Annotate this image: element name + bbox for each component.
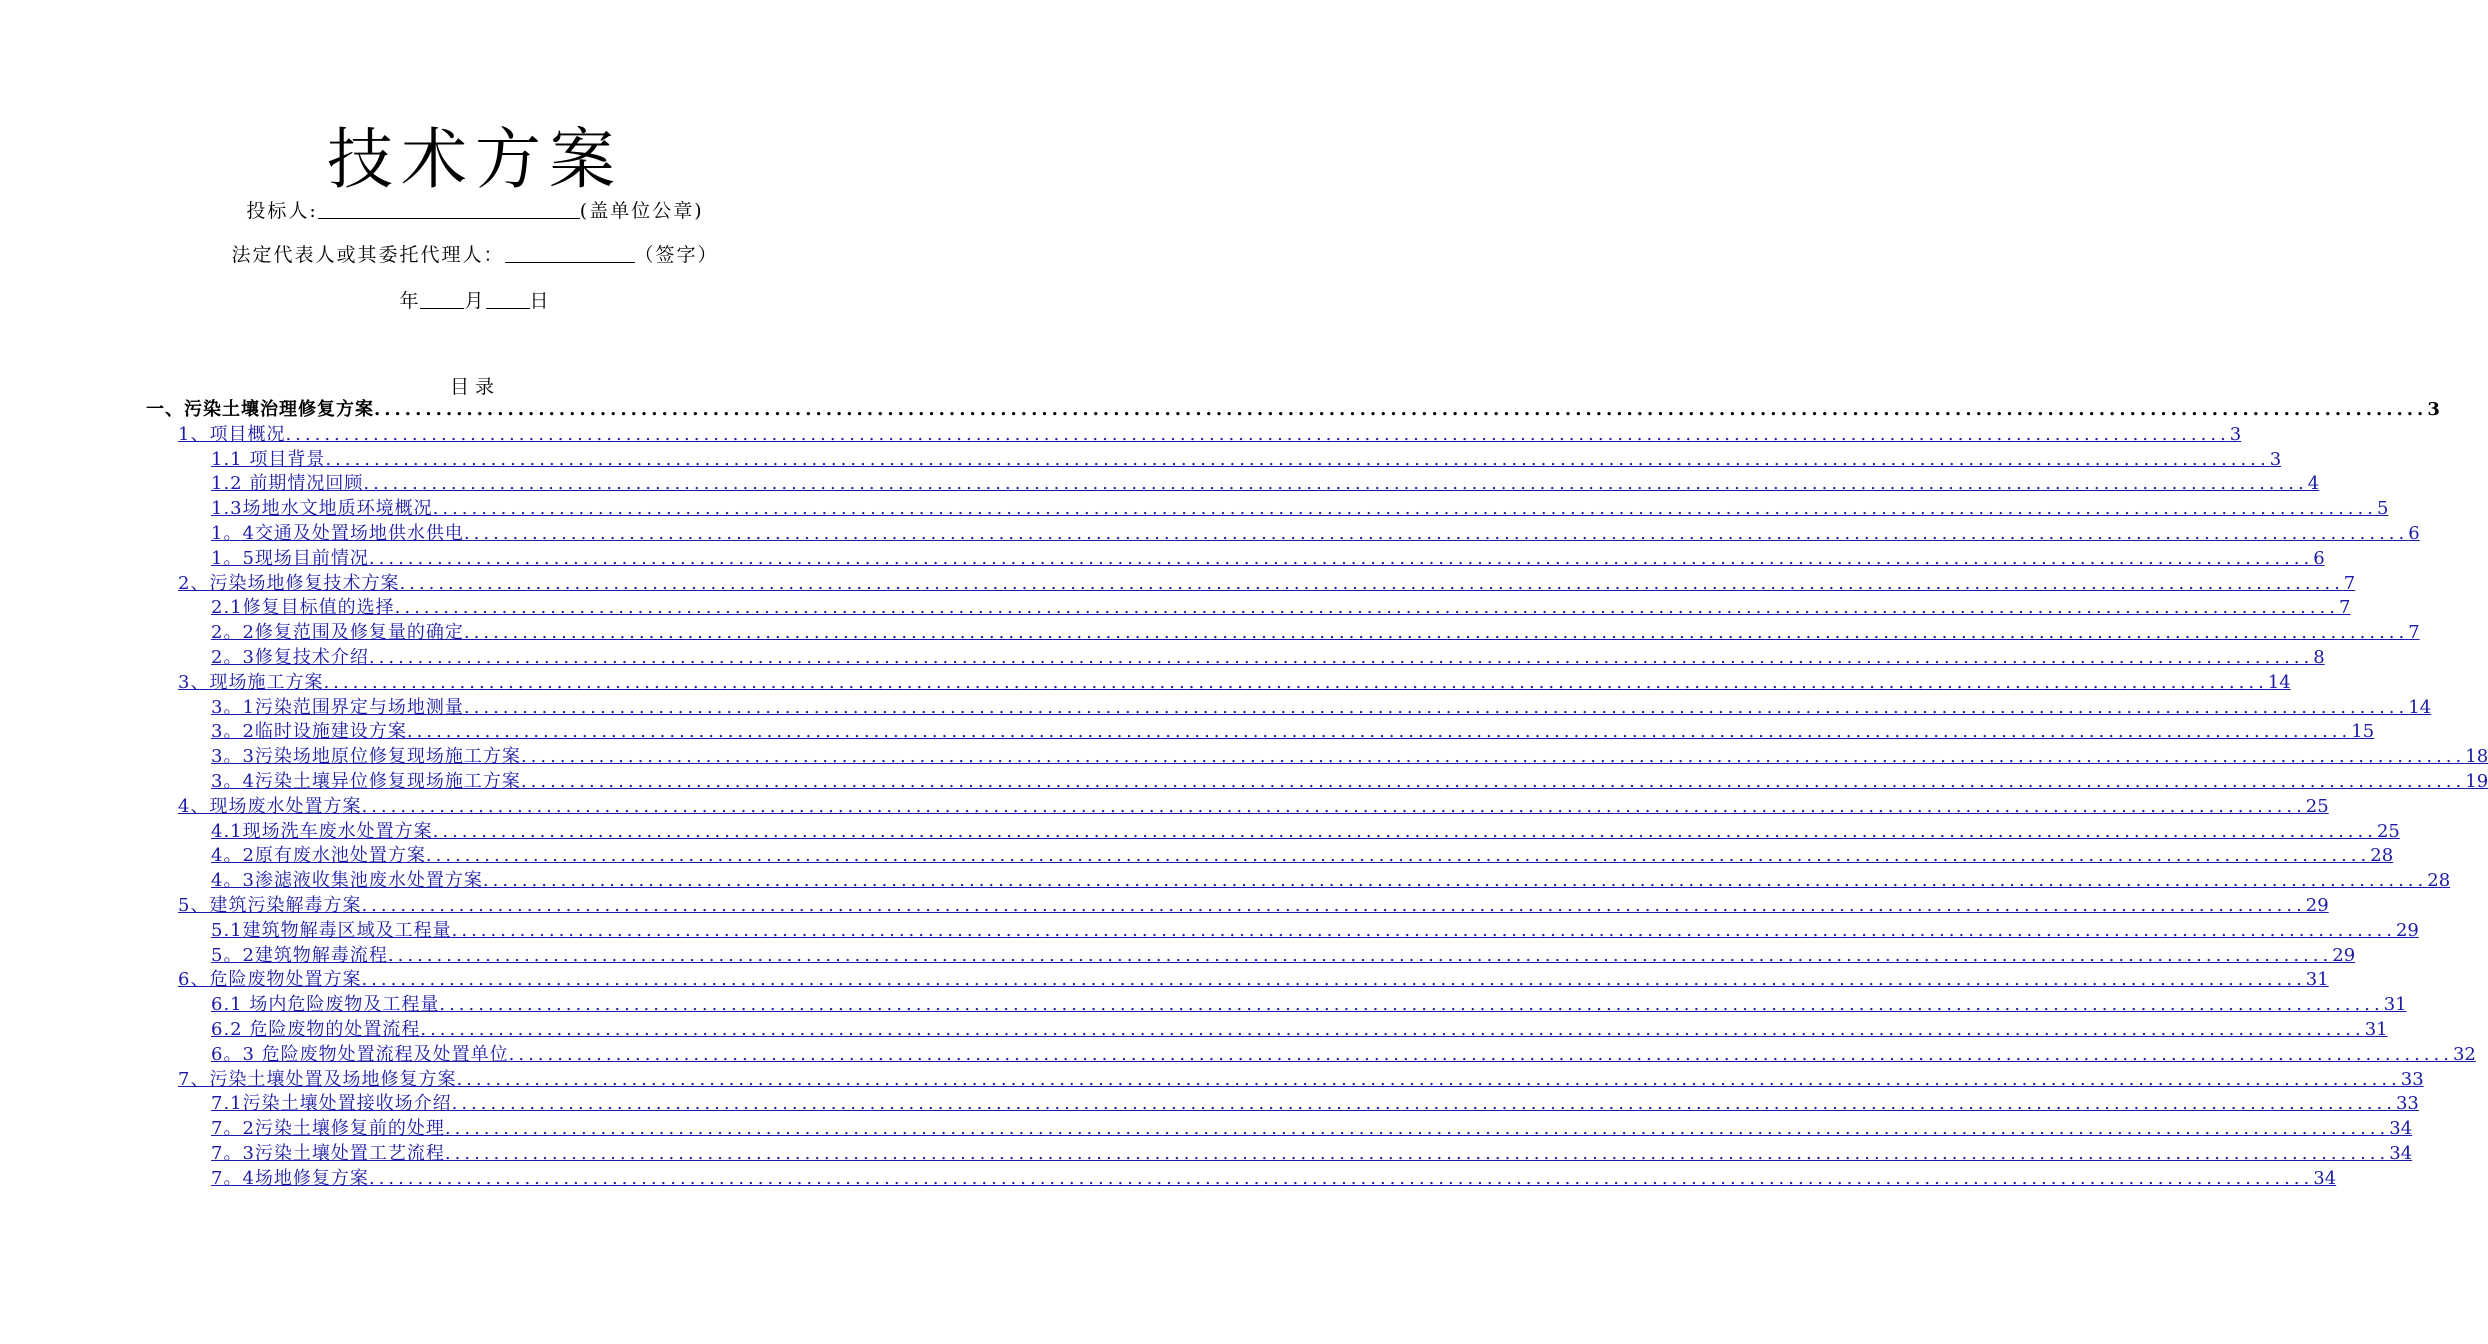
toc-leader-dots: ........................................................................................................................................................................................................ <box>420 1019 2365 1040</box>
toc-entry-subsection[interactable] <box>211 472 2320 496</box>
toc-leader-dots: ........................................................................................................................................................................................................ <box>399 572 2344 594</box>
toc-entry-subsection[interactable] <box>211 1117 2413 1141</box>
toc-leader-dots: ........................................................................................................................................................................................................ <box>520 771 2466 792</box>
toc-entry-label: 7。2污染土壤修复前的处理 <box>211 1118 445 1140</box>
year-label: 年 <box>399 290 421 312</box>
toc-page-number: 33 <box>2400 1068 2424 1090</box>
toc-page-number: 6 <box>2313 547 2325 569</box>
toc-page-number: 28 <box>2427 870 2451 892</box>
toc-entry-subsection[interactable] <box>211 993 2407 1017</box>
toc-page-number: 18 <box>2465 746 2488 768</box>
toc-page-number: 3 <box>2427 399 2440 420</box>
toc-entry-label: 一、污染土壤治理修复方案 <box>146 399 374 420</box>
toc-entry-label: 5、建筑污染解毒方案 <box>178 895 362 916</box>
toc-entry-label: 4。3渗滤液收集池废水处置方案 <box>211 870 483 892</box>
document-title: 技术方案 <box>327 121 623 198</box>
toc-page-number: 3 <box>2269 448 2282 470</box>
toc-entry-subsection[interactable] <box>211 596 2351 620</box>
toc-entry-label: 6.2 危险废物的处置流程 <box>211 1019 421 1040</box>
month-blank[interactable] <box>420 290 464 309</box>
toc-page-number: 5 <box>2376 498 2389 520</box>
toc-page-number: 14 <box>2408 696 2432 718</box>
toc-entry-subsection[interactable] <box>211 745 2488 769</box>
toc-page-number: 32 <box>2452 1043 2476 1065</box>
toc-entry-subsection[interactable] <box>211 621 2420 645</box>
toc-entry-label: 3。2临时设施建设方案 <box>211 721 407 743</box>
toc-heading: 目录 <box>449 376 500 398</box>
toc-page-number: 25 <box>2376 820 2400 842</box>
toc-page-number: 19 <box>2465 771 2488 792</box>
toc-page-number: 4 <box>2307 473 2320 495</box>
toc-entry-subsection[interactable] <box>211 1018 2388 1042</box>
toc-entry-label: 7、污染土壤处置及场地修复方案 <box>178 1068 457 1090</box>
toc-entry-label: 7。3污染土壤处置工艺流程 <box>211 1143 445 1164</box>
toc-leader-dots: ........................................................................................................................................................................................................ <box>444 1118 2390 1140</box>
toc-leader-dots: ........................................................................................................................................................................................................ <box>482 870 2428 892</box>
toc-page-number: 34 <box>2389 1143 2413 1164</box>
toc-leader-dots: ........................................................................................................................................................................................................ <box>520 746 2466 768</box>
toc-leader-dots: ........................................................................................................................................................................................................ <box>406 721 2352 743</box>
toc-entry-label: 7。4场地修复方案 <box>211 1167 369 1189</box>
date-line <box>0 288 950 314</box>
toc-entry-label: 2。3修复技术介绍 <box>211 647 369 668</box>
toc-page-number: 8 <box>2313 647 2325 668</box>
toc-entry-subsection[interactable] <box>211 1142 2413 1166</box>
toc-entry-label: 6。3 危险废物处置流程及处置单位 <box>211 1043 509 1065</box>
toc-page-number: 31 <box>2305 969 2329 991</box>
toc-entry-section[interactable] <box>178 795 2329 819</box>
toc-entry-section[interactable] <box>178 671 2291 695</box>
toc-entry-label: 4。2原有废水池处置方案 <box>211 845 426 867</box>
toc-page-number: 7 <box>2343 572 2356 594</box>
toc-entry-label: 1。4交通及处置场地供水供电 <box>211 523 464 544</box>
toc-entry-label: 4、现场废水处置方案 <box>178 795 362 817</box>
toc-entry-section[interactable] <box>178 423 2242 447</box>
toc-entry-label: 3。4污染土壤异位修复现场施工方案 <box>211 771 521 792</box>
day-blank[interactable] <box>486 290 530 309</box>
toc-entry-section[interactable] <box>178 572 2356 596</box>
month-label: 月 <box>464 290 486 312</box>
toc-leader-dots: ........................................................................................................................................................................................................ <box>432 498 2377 520</box>
toc-entry-subsection[interactable] <box>211 547 2325 571</box>
toc-leader-dots: ........................................................................................................................................................................................................ <box>361 969 2306 991</box>
toc-page-number: 33 <box>2395 1093 2419 1115</box>
toc-page-number: 29 <box>2305 895 2329 916</box>
toc-leader-dots: ........................................................................................................................................................................................................ <box>463 696 2409 718</box>
toc-entry-label: 6、危险废物处置方案 <box>178 969 362 991</box>
toc-leader-dots: ........................................................................................................................................................................................................ <box>463 622 2409 644</box>
toc-page-number: 6 <box>2408 523 2420 544</box>
toc-leader-dots: ........................................................................................................................................................................................................ <box>368 547 2314 569</box>
toc-entry-subsection[interactable] <box>211 696 2432 720</box>
toc-leader-dots: ........................................................................................................................................................................................................ <box>451 1093 2396 1115</box>
toc-entry-label: 2。2修复范围及修复量的确定 <box>211 622 464 644</box>
toc-entry-subsection[interactable] <box>211 770 2488 794</box>
toc-page-number: 28 <box>2370 845 2394 867</box>
toc-leader-dots: ........................................................................................................................................................................................................ <box>361 795 2306 817</box>
toc-leader-dots: ........................................................................................................................................................................................................ <box>508 1043 2453 1065</box>
toc-entry-label: 3。1污染范围界定与场地测量 <box>211 696 464 718</box>
toc-entry-label: 3。3污染场地原位修复现场施工方案 <box>211 746 521 768</box>
toc-page-number: 34 <box>2313 1167 2337 1189</box>
toc-entry-subsection[interactable] <box>211 919 2419 943</box>
toc-page-number: 14 <box>2267 671 2291 693</box>
toc-entry-section[interactable] <box>178 968 2329 992</box>
toc-entry-subsection[interactable] <box>211 1043 2476 1067</box>
day-label: 日 <box>529 290 551 312</box>
toc-leader-dots: ........................................................................................................................................................................................................ <box>432 820 2377 842</box>
representative-label: 法定代表人或其委托代理人： <box>231 244 505 266</box>
toc-leader-dots: ........................................................................................................................................................................................................ <box>463 523 2409 544</box>
toc-page-number: 15 <box>2351 721 2375 743</box>
toc-page-number: 31 <box>2383 994 2407 1016</box>
toc-entry-label: 1。5现场目前情况 <box>211 547 369 569</box>
toc-entry-label: 5。2建筑物解毒流程 <box>211 944 388 966</box>
toc-leader-dots: ........................................................................................................................................................................................................ <box>387 944 2333 966</box>
toc-entry-label: 5.1建筑物解毒区域及工程量 <box>211 919 452 941</box>
toc-entry-subsection[interactable] <box>211 944 2356 968</box>
toc-leader-dots: ........................................................................................................................................................................................................ <box>451 919 2396 941</box>
toc-leader-dots: ........................................................................................................................................................................................................ <box>374 399 2428 420</box>
toc-page-number: 7 <box>2338 597 2351 619</box>
toc-entry-label: 2.1修复目标值的选择 <box>211 597 395 619</box>
toc-entry-section[interactable] <box>178 894 2329 918</box>
toc-page-number: 7 <box>2408 622 2420 644</box>
toc-leader-dots: ........................................................................................................................................................................................................ <box>368 1167 2314 1189</box>
toc-leader-dots: ........................................................................................................................................................................................................ <box>439 994 2384 1016</box>
toc-leader-dots: ........................................................................................................................................................................................................ <box>363 473 2308 495</box>
toc-leader-dots: ........................................................................................................................................................................................................ <box>285 423 2230 445</box>
bidder-line <box>0 198 950 224</box>
toc-leader-dots: ........................................................................................................................................................................................................ <box>368 647 2314 668</box>
toc-leader-dots: ........................................................................................................................................................................................................ <box>444 1143 2390 1164</box>
toc-entry-subsection[interactable] <box>211 1092 2419 1116</box>
toc-leader-dots: ........................................................................................................................................................................................................ <box>425 845 2371 867</box>
toc-entry-label: 6.1 场内危险废物及工程量 <box>211 994 440 1016</box>
toc-page-number: 25 <box>2305 795 2329 817</box>
signature-blank[interactable] <box>505 244 635 263</box>
bidder-label: 投标人: <box>246 200 318 222</box>
toc-entry-label: 1.2 前期情况回顾 <box>211 473 364 495</box>
toc-entry-label: 1.3场地水文地质环境概况 <box>211 498 433 520</box>
representative-line <box>0 242 950 268</box>
bidder-suffix: (盖单位公章) <box>579 200 704 222</box>
toc-entry-subsection[interactable] <box>211 720 2375 744</box>
toc-entry-chapter <box>146 398 2440 422</box>
toc-entry-subsection[interactable] <box>211 448 2282 472</box>
toc-entry-label: 4.1现场洗车废水处置方案 <box>211 820 433 842</box>
toc-page-number: 34 <box>2389 1118 2413 1140</box>
toc-entry-subsection[interactable] <box>211 1167 2337 1191</box>
toc-entry-label: 1.1 项目背景 <box>211 448 326 470</box>
toc-entry-subsection[interactable] <box>211 497 2389 521</box>
toc-entry-label: 3、现场施工方案 <box>178 671 324 693</box>
toc-leader-dots: ........................................................................................................................................................................................................ <box>325 448 2270 470</box>
toc-entry-subsection[interactable] <box>211 522 2420 546</box>
toc-leader-dots: ........................................................................................................................................................................................................ <box>456 1068 2401 1090</box>
toc-page-number: 31 <box>2364 1019 2388 1040</box>
toc-page-number: 29 <box>2332 944 2356 966</box>
toc-leader-dots: ........................................................................................................................................................................................................ <box>361 895 2306 916</box>
toc-entry-subsection[interactable] <box>211 844 2394 868</box>
toc-page-number: 3 <box>2229 423 2242 445</box>
toc-entry-subsection[interactable] <box>211 646 2325 670</box>
toc-entry-section[interactable] <box>178 1068 2424 1092</box>
representative-suffix: （签字） <box>634 244 719 266</box>
toc-entry-subsection[interactable] <box>211 820 2400 844</box>
bidder-blank[interactable] <box>318 200 580 219</box>
toc-entry-label: 2、污染场地修复技术方案 <box>178 572 400 594</box>
toc-leader-dots: ........................................................................................................................................................................................................ <box>323 671 2268 693</box>
toc-entry-label: 7.1污染土壤处置接收场介绍 <box>211 1093 452 1115</box>
toc-page-number: 29 <box>2395 919 2419 941</box>
toc-entry-subsection[interactable] <box>211 869 2451 893</box>
toc-entry-label: 1、项目概况 <box>178 423 286 445</box>
toc-leader-dots: ........................................................................................................................................................................................................ <box>394 597 2339 619</box>
